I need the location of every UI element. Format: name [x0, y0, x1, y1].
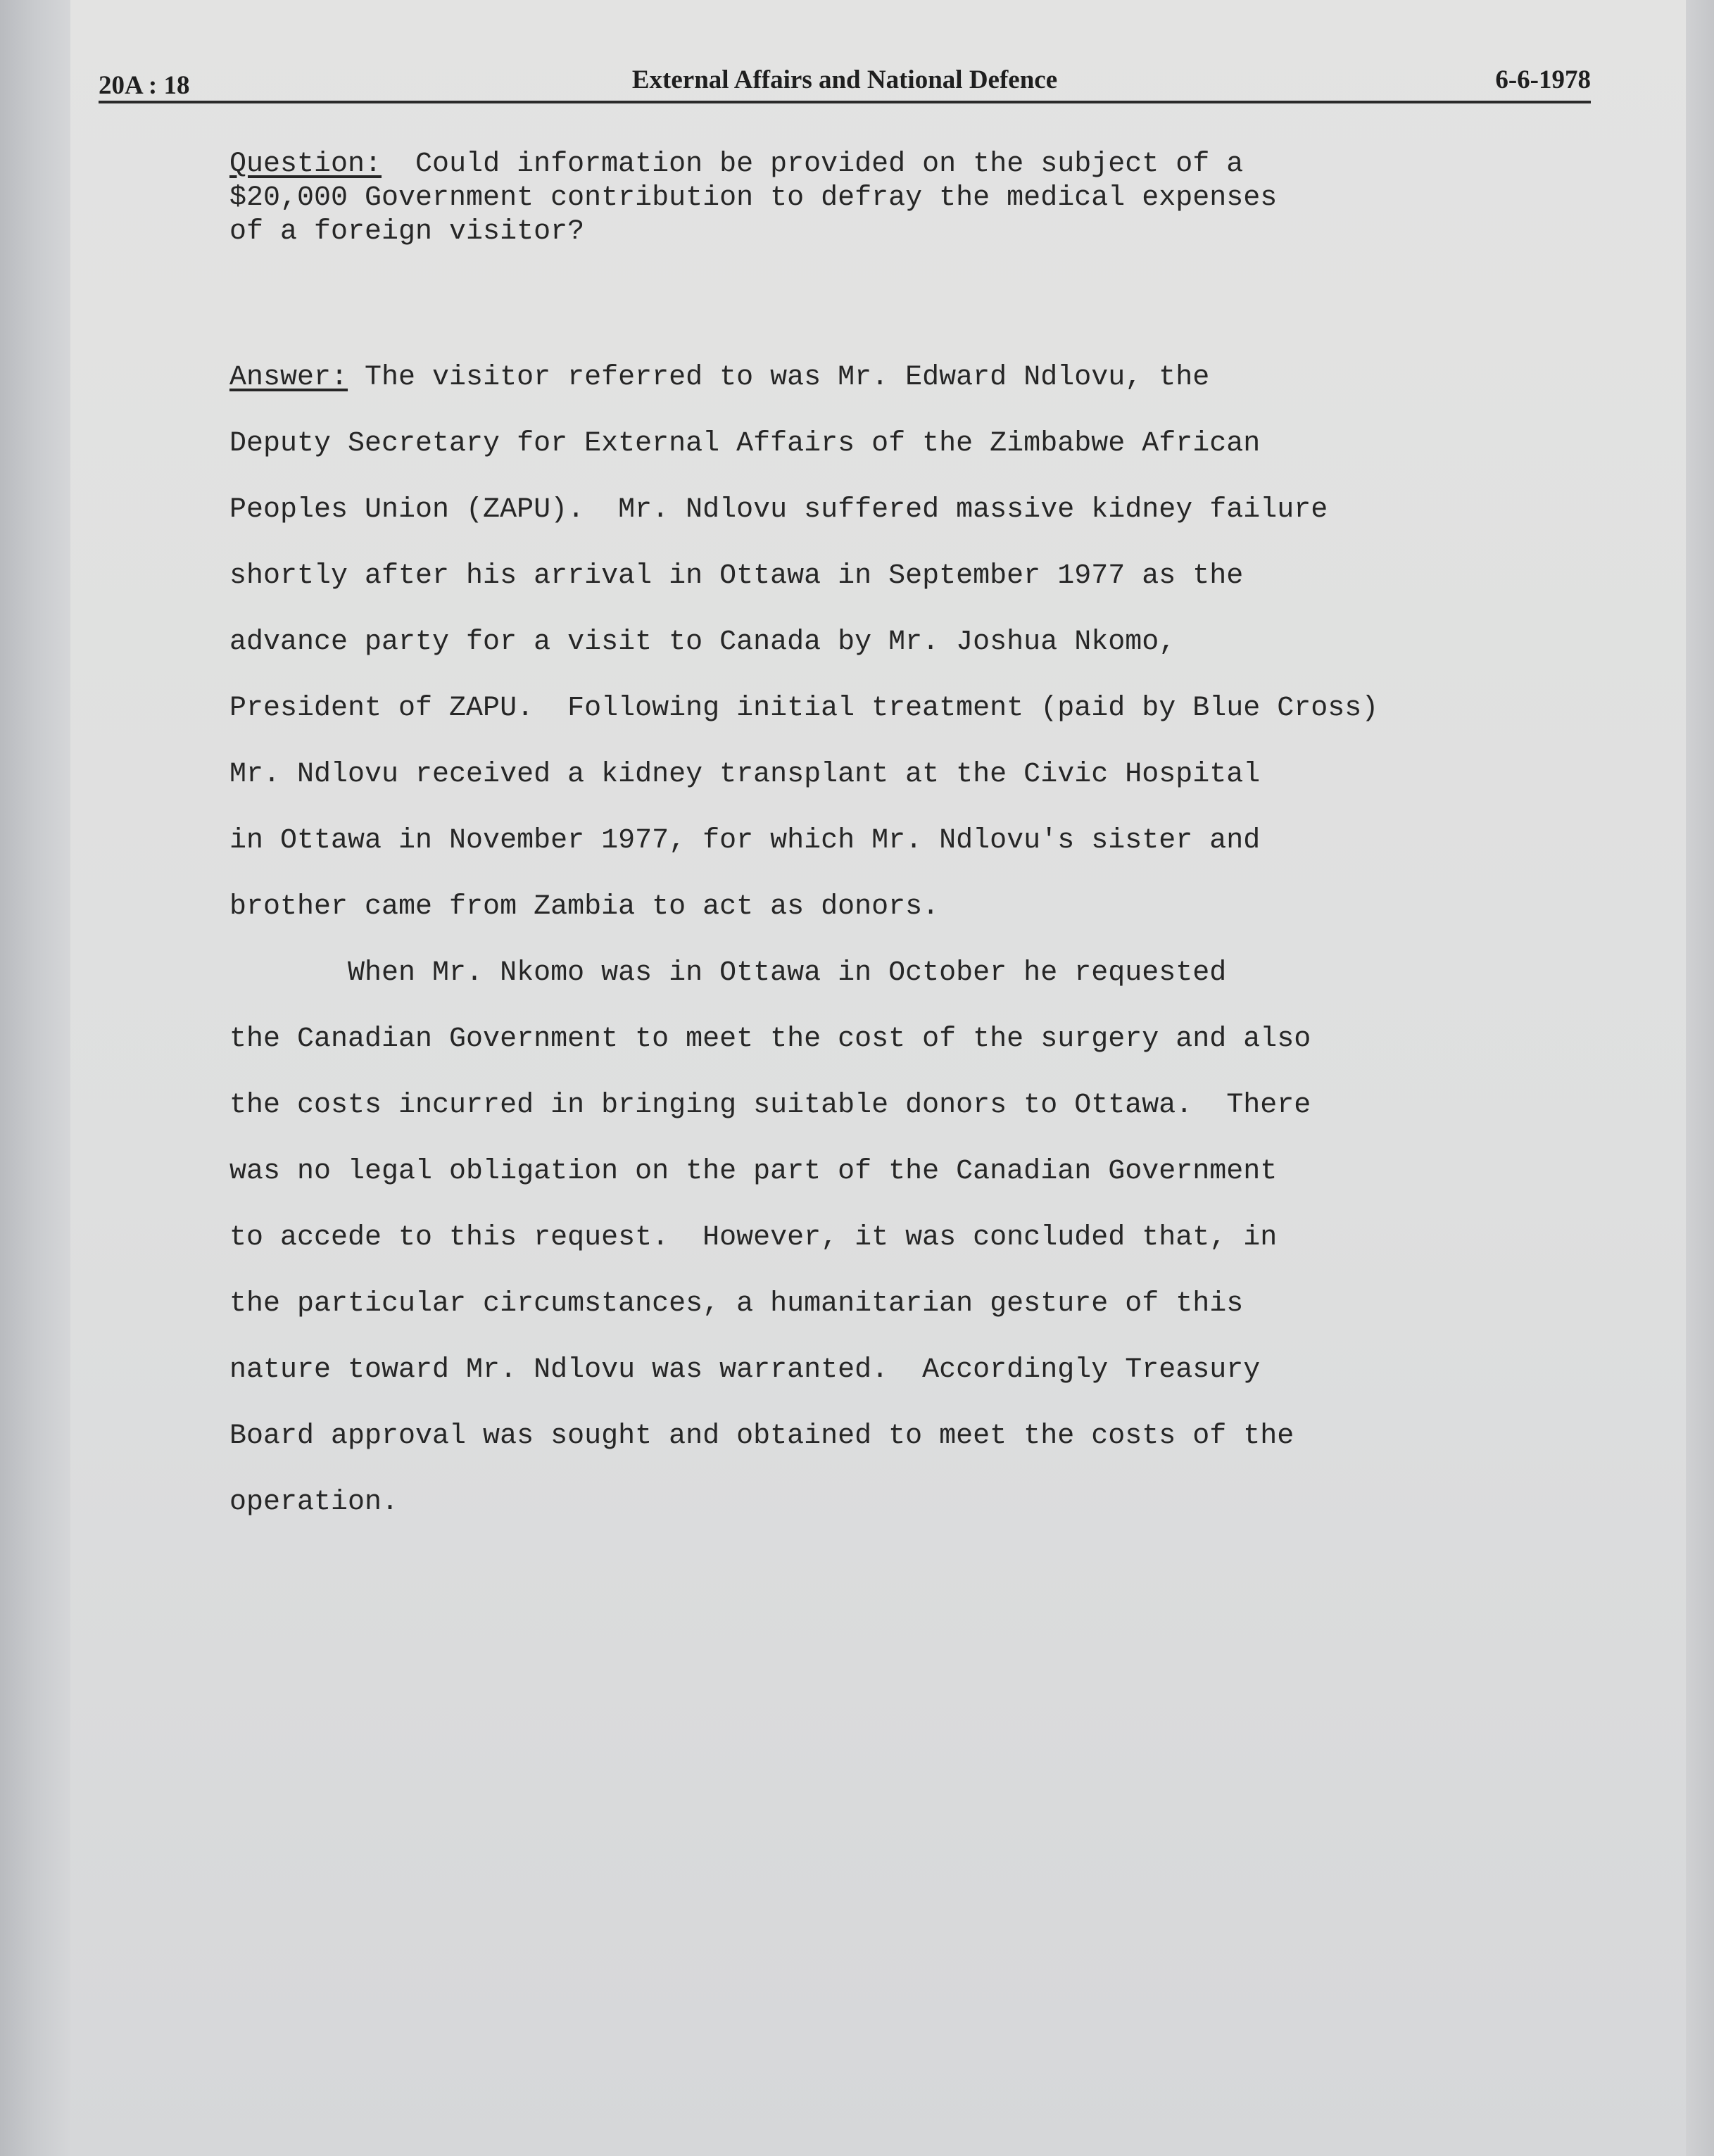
answer-paragraph	[229, 345, 1609, 1536]
answer-line: shortly after his arrival in Ottawa in September 1977 as the	[229, 560, 1244, 592]
question-line	[229, 148, 1609, 182]
question-paragraph	[229, 148, 1609, 249]
answer-line: the Canadian Government to meet the cost of the surgery and also	[229, 1023, 1311, 1055]
answer-line: advance party for a visit to Canada by Mr. Joshua Nkomo,	[229, 626, 1176, 658]
answer-line: Deputy Secretary for External Affairs of the Zimbabwe African	[229, 428, 1261, 460]
header-date: 6-6-1978	[1495, 65, 1591, 94]
answer-line: Mr. Ndlovu received a kidney transplant at the Civic Hospital	[229, 759, 1261, 790]
header-rule	[99, 101, 1591, 103]
page-number: 20A : 18	[99, 71, 190, 100]
answer-line: nature toward Mr. Ndlovu was warranted. Accordingly Treasury	[229, 1354, 1261, 1386]
answer-line: the costs incurred in bringing suitable donors to Ottawa. There	[229, 1090, 1311, 1121]
answer-line: brother came from Zambia to act as donors.	[229, 891, 940, 923]
question-label: Question:	[229, 149, 382, 180]
answer-line	[229, 345, 1609, 411]
answer-line: Peoples Union (ZAPU). Mr. Ndlovu suffered massive kidney failure	[229, 494, 1328, 526]
page-binding-edge	[0, 0, 79, 2156]
answer-line: operation.	[229, 1487, 399, 1518]
answer-line: Board approval was sought and obtained to meet the costs of the	[229, 1420, 1294, 1452]
running-title: External Affairs and National Defence	[631, 65, 1058, 94]
answer-label: Answer:	[229, 362, 348, 393]
answer-line-text: The visitor referred to was Mr. Edward Ndlovu, the	[348, 362, 1210, 393]
page-right-edge	[1686, 0, 1714, 2156]
page-header	[99, 62, 1591, 101]
question-line-text: Could information be provided on the subject of a	[382, 149, 1244, 180]
question-line: of a foreign visitor?	[229, 216, 585, 248]
answer-line: to accede to this request. However, it was concluded that, in	[229, 1222, 1278, 1254]
answer-line: in Ottawa in November 1977, for which Mr. Ndlovu's sister and	[229, 825, 1261, 857]
answer-line: When Mr. Nkomo was in Ottawa in October he requested	[229, 957, 1227, 989]
answer-line: President of ZAPU. Following initial treatment (paid by Blue Cross)	[229, 693, 1379, 724]
answer-line: was no legal obligation on the part of the Canadian Government	[229, 1156, 1278, 1187]
question-line: $20,000 Government contribution to defray the medical expenses	[229, 182, 1278, 214]
answer-line: the particular circumstances, a humanitarian gesture of this	[229, 1288, 1244, 1320]
